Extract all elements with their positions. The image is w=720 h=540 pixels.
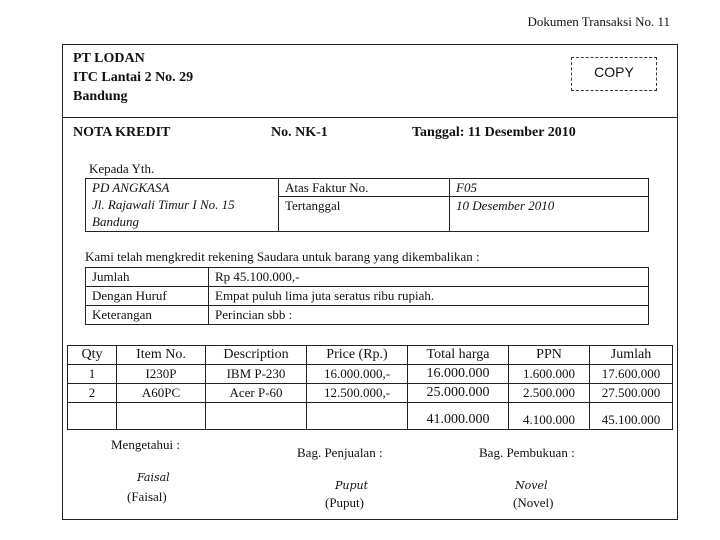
col-header: Total harga xyxy=(408,346,509,365)
customer-address: Jl. Rajawali Timur I No. 15 xyxy=(92,197,235,212)
jumlah-cell: 17.600.000 xyxy=(590,365,673,384)
signature-novel: Novel xyxy=(515,479,548,492)
company-name: PT LODAN xyxy=(73,51,145,66)
credit-row-value: Perincian sbb : xyxy=(209,306,649,325)
signature-faisal: Faisal xyxy=(137,471,170,484)
items-table xyxy=(67,345,673,430)
ppn-cell: 1.600.000 xyxy=(509,365,590,384)
jumlah-cell: 27.500.000 xyxy=(590,384,673,403)
col-header: Price (Rp.) xyxy=(307,346,408,365)
jumlah-sum: 45.100.000 xyxy=(590,403,673,430)
qty-cell: 1 xyxy=(68,365,117,384)
col-header: PPN xyxy=(509,346,590,365)
total-cell: 16.000.000 xyxy=(408,365,509,384)
qty-cell: 2 xyxy=(68,384,117,403)
customer-table xyxy=(85,178,649,232)
company-address: ITC Lantai 2 No. 29 xyxy=(73,70,194,85)
customer-name: PD ANGKASA xyxy=(92,180,170,195)
invoice-label: Atas Faktur No. xyxy=(279,179,450,197)
kepada-label: Kepada Yth. xyxy=(89,161,155,176)
copy-stamp: COPY xyxy=(571,57,657,91)
customer-city: Bandung xyxy=(92,214,139,229)
credit-row-value: Empat puluh lima juta seratus ribu rupiah. xyxy=(209,287,649,306)
name-faisal: (Faisal) xyxy=(127,489,167,504)
name-puput: (Puput) xyxy=(325,495,364,510)
table-row xyxy=(68,365,673,384)
invoice-value: F05 xyxy=(450,179,649,197)
col-header: Jumlah xyxy=(590,346,673,365)
description-cell: Acer P-60 xyxy=(206,384,307,403)
empty-cell xyxy=(117,403,206,430)
price-cell: 16.000.000,- xyxy=(307,365,408,384)
total-cell: 25.000.000 xyxy=(408,384,509,403)
empty-cell xyxy=(68,403,117,430)
ppn-sum: 4.100.000 xyxy=(509,403,590,430)
customer-cell xyxy=(86,179,279,232)
item-no-cell: A60PC xyxy=(117,384,206,403)
doc-type-title: NOTA KREDIT xyxy=(73,125,171,140)
mengetahui-label: Mengetahui : xyxy=(111,437,180,452)
totals-row xyxy=(68,403,673,430)
item-no-cell: I230P xyxy=(117,365,206,384)
credit-row-value: Rp 45.100.000,- xyxy=(209,268,649,287)
col-header: Item No. xyxy=(117,346,206,365)
total-harga-sum: 41.000.000 xyxy=(408,403,509,430)
pembukuan-label: Bag. Pembukuan : xyxy=(479,445,575,460)
credit-row-label: Dengan Huruf xyxy=(86,287,209,306)
table-row xyxy=(68,384,673,403)
date-label: Tertanggal xyxy=(279,197,450,232)
col-header: Description xyxy=(206,346,307,365)
credit-row-label: Keterangan xyxy=(86,306,209,325)
penjualan-label: Bag. Penjualan : xyxy=(297,445,383,460)
credit-note-form xyxy=(62,44,678,520)
date-value: 10 Desember 2010 xyxy=(450,197,649,232)
company-city: Bandung xyxy=(73,89,128,104)
ppn-cell: 2.500.000 xyxy=(509,384,590,403)
document-number: Dokumen Transaksi No. 11 xyxy=(527,14,670,29)
company-header xyxy=(63,45,677,118)
items-header-row xyxy=(68,346,673,365)
price-cell: 12.500.000,- xyxy=(307,384,408,403)
empty-cell xyxy=(206,403,307,430)
name-novel: (Novel) xyxy=(513,495,554,510)
doc-number-title: No. NK-1 xyxy=(271,125,328,140)
company-info xyxy=(73,49,193,106)
description-cell: IBM P-230 xyxy=(206,365,307,384)
doc-date-title: Tanggal: 11 Desember 2010 xyxy=(412,125,576,140)
credit-row-label: Jumlah xyxy=(86,268,209,287)
credit-table xyxy=(85,267,649,325)
credit-note-text: Kami telah mengkredit rekening Saudara untuk barang yang dikembalikan : xyxy=(85,249,480,264)
signature-puput: Puput xyxy=(335,479,369,492)
empty-cell xyxy=(307,403,408,430)
col-header: Qty xyxy=(68,346,117,365)
